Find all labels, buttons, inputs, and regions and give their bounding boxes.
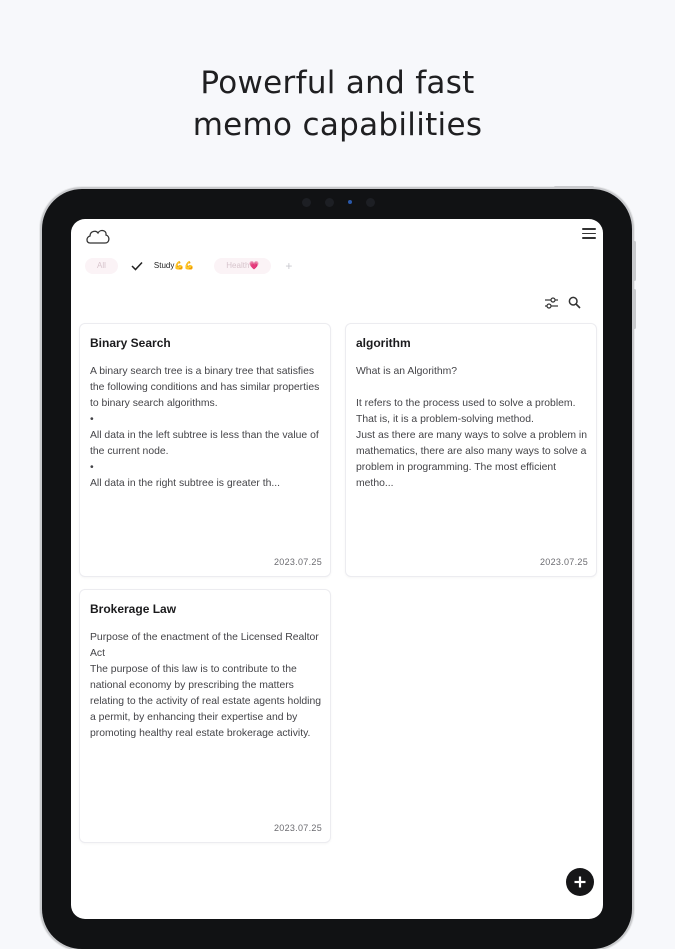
memo-title: Binary Search: [90, 336, 171, 350]
category-tabs: [85, 257, 292, 275]
hamburger-menu-icon[interactable]: [582, 228, 596, 239]
cloud-logo-icon[interactable]: [85, 227, 111, 247]
memo-date: 2023.07.25: [539, 557, 588, 567]
camera-lens: [348, 200, 352, 204]
camera-bar: [278, 195, 398, 209]
power-button: [554, 186, 594, 189]
headline-line-1: Powerful and fast: [200, 65, 475, 101]
memo-date: 2023.07.25: [273, 823, 322, 833]
headline-line-2: memo capabilities: [192, 107, 483, 143]
check-icon: [130, 261, 144, 271]
tab-study[interactable]: [126, 258, 206, 274]
memo-title: Brokerage Law: [90, 602, 177, 616]
volume-down-button: [633, 289, 636, 329]
search-icon[interactable]: [568, 296, 581, 309]
memo-preview: Purpose of the enactment of the Licensed Realtor Act The purpose of this law is to contribute to the national economy by prescribing the matters relating to the activity of real estate agents holding a permit, by enhancing their expertise and by promoting healthy real estate brokerage activity.: [90, 632, 322, 739]
memo-card[interactable]: [79, 589, 331, 843]
app-screen: [71, 219, 603, 919]
tab-label: Health💗: [226, 261, 260, 270]
sensor-dot: [366, 198, 375, 207]
volume-up-button: [633, 241, 636, 281]
headline: [0, 62, 675, 146]
add-tab-button[interactable]: +: [285, 259, 293, 273]
tab-label: Study💪💪: [153, 261, 195, 270]
tablet-frame: [42, 189, 632, 949]
memo-preview: What is an Algorithm? It refers to the process used to solve a problem. That is, it is a problem-solving method. Just as there are many ways to solve a problem in mathematics, there are also many ways to solve a problem in programming. The most efficient metho...: [356, 366, 588, 489]
sensor-dot: [325, 198, 334, 207]
memo-card[interactable]: [345, 323, 597, 577]
memo-preview: A binary search tree is a binary tree that satisfies the following conditions and has similar properties to binary search algorithms. • All data in the left subtree is less than the value of the current node. • All data in the right subtree is greater th...: [90, 366, 320, 489]
memo-card[interactable]: [79, 323, 331, 577]
sensor-dot: [302, 198, 311, 207]
add-memo-button[interactable]: [566, 868, 594, 896]
plus-icon: [573, 875, 587, 889]
filter-sliders-icon[interactable]: [544, 297, 559, 309]
memo-title: algorithm: [356, 336, 411, 350]
tab-all[interactable]: [85, 258, 118, 274]
memo-date: 2023.07.25: [273, 557, 322, 567]
tab-label: All: [97, 261, 106, 270]
tab-health[interactable]: [214, 258, 271, 274]
